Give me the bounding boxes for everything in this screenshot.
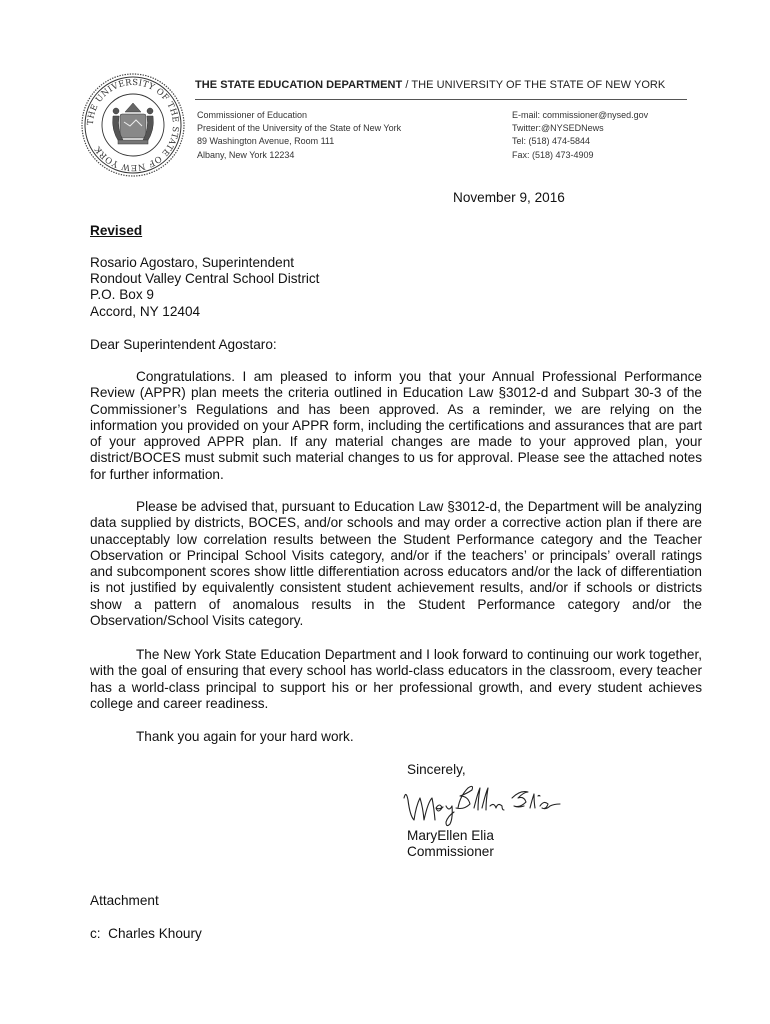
signer-name: MaryEllen Elia (407, 828, 494, 843)
body-paragraph: The New York State Education Department and I look forward to continuing our work together, with the goal of ensuring that every school has world-class educators in the classroom, every teacher has a world-class principal to support his or her professional growth, and every student achieves college and career readiness. (90, 647, 702, 711)
recipient-address (90, 255, 319, 320)
recipient-line: Rondout Valley Central School District (90, 271, 320, 287)
contact-line: Fax: (518) 473-4909 (512, 149, 594, 160)
contact-line: Tel: (518) 474-5844 (512, 136, 591, 147)
letterhead-divider (195, 99, 687, 100)
letter-date: November 9, 2016 (453, 190, 565, 205)
body-paragraph: Congratulations. I am pleased to inform you that your Annual Professional Performance Review (APPR) plan meets the criteria outlined in Education Law §3012-d and Subpart 30-3 of the Commissioner’s Regulations and has been approved. As a reminder, we are relying on the information you provided on your APPR form, including the certifications and assurances that are part of your approved APPR plan. If any material changes are made to your approved plan, your district/BOCES must submit such material changes to us for approval. Please see the attached notes for further information. (90, 369, 702, 482)
signer-title: Commissioner (407, 844, 494, 860)
state-seal-icon (80, 72, 186, 178)
closing: Sincerely, (407, 762, 466, 777)
office-line: President of the University of the State of New York (197, 123, 402, 134)
office-line: Commissioner of Education (197, 110, 308, 120)
signature-image (400, 778, 565, 830)
cc-line: c: Charles Khoury (90, 926, 202, 941)
contact-info-block (512, 109, 648, 162)
office-address-block (197, 109, 401, 162)
recipient-line: Rosario Agostaro, Superintendent (90, 255, 295, 270)
salutation: Dear Superintendent Agostaro: (90, 337, 277, 352)
contact-line: E-mail: commissioner@nysed.gov (512, 110, 649, 120)
office-line: Albany, New York 12234 (197, 149, 295, 160)
contact-line: Twitter:@NYSEDNews (512, 123, 604, 134)
signer-block (407, 828, 494, 861)
office-line: 89 Washington Avenue, Room 111 (197, 136, 335, 147)
letterhead-title-bold: THE STATE EDUCATION DEPARTMENT (195, 79, 403, 91)
letterhead-title (195, 79, 665, 91)
revised-label: Revised (90, 223, 143, 238)
svg-text:THE UNIVERSITY OF THE STATE OF: THE UNIVERSITY OF THE STATE OF NEW YORK (84, 76, 182, 174)
letterhead-title-rest: / THE UNIVERSITY OF THE STATE OF NEW YORK (402, 79, 666, 91)
recipient-line: Accord, NY 12404 (90, 303, 201, 319)
body-paragraph: Please be advised that, pursuant to Education Law §3012-d, the Department will be analyzing data supplied by districts, BOCES, and/or schools and may order a corrective action plan if there are unacceptably low correlation results between the Student Performance category and the Teacher Observation or Principal School Visits category, and/or if the teachers’ or principals’ overall ratings and subcomponent scores show little differentiation across educators and/or the lack of differentiation is not justified by equivalently consistent student achievement results, and/or if schools or districts show a pattern of anomalous results in the Student Performance category and/or the Observation/School Visits category. (90, 499, 702, 629)
recipient-line: P.O. Box 9 (90, 287, 154, 303)
attachment-note: Attachment (90, 893, 159, 908)
body-paragraph: Thank you again for your hard work. (136, 729, 354, 744)
